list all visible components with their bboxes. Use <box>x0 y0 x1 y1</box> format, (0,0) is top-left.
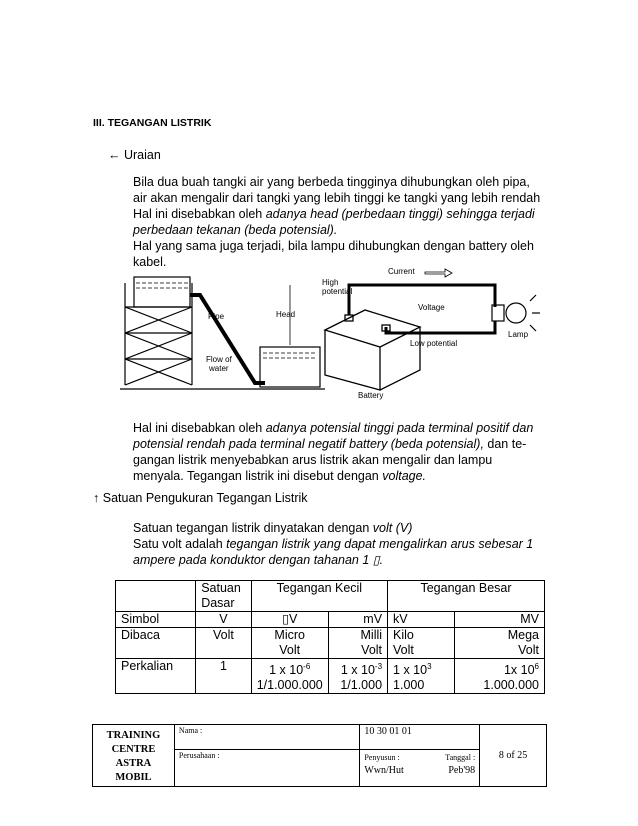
paragraph-units <box>133 520 544 568</box>
footer-code: 10 30 01 01 <box>360 725 480 750</box>
para3-line1: Satuan tegangan listrik dinyatakan dengan volt (V) <box>133 521 413 535</box>
cell-value: 1 <box>196 659 251 694</box>
para2-line3: gangan listrik menyebabkan arus listrik akan mengalir dan lampu <box>133 453 493 467</box>
para2-line2: potensial rendah pada terminal negatif battery (beda potensial), dan te- <box>133 437 527 451</box>
label-high-1: High <box>322 278 339 287</box>
table-row <box>116 612 545 628</box>
label-current: Current <box>388 267 415 276</box>
para3-line3: ampere pada konduktor dengan tahanan 1 ▯. <box>133 553 384 567</box>
tower-illustration <box>125 277 192 385</box>
footer-organization: TRAINING CENTRE ASTRA MOBIL <box>93 725 175 787</box>
cell-value: Mega Volt <box>455 628 545 659</box>
up-arrow-icon: ↑ <box>93 491 100 505</box>
header-tegangan-besar: Tegangan Besar <box>388 581 545 612</box>
cell-value: Volt <box>196 628 251 659</box>
para1-line4: perbedaan tekanan (beda potensial). <box>133 223 338 237</box>
section-title: III. TEGANGAN LISTRIK <box>93 117 212 129</box>
header-tegangan-kecil: Tegangan Kecil <box>251 581 387 612</box>
lamp-illustration <box>492 295 540 331</box>
para1-line5: Hal yang sama juga terjadi, bila lampu dihubungkan dengan battery oleh <box>133 239 534 253</box>
header-satuan-dasar: Satuan Dasar <box>196 581 251 612</box>
label-battery: Battery <box>358 391 384 400</box>
table-row <box>116 628 545 659</box>
battery-illustration <box>325 310 420 390</box>
label-low-potential: Low potential <box>410 339 458 348</box>
para1-line3: Hal ini disebabkan oleh adanya head (perbedaan tinggi) sehingga terjadi <box>133 207 535 221</box>
cell-value: kV <box>388 612 455 628</box>
current-arrow-icon <box>425 269 452 277</box>
para2-line1: Hal ini disebabkan oleh adanya potensial tinggi pada terminal positif dan <box>133 421 534 435</box>
voltage-units-table <box>115 580 545 694</box>
cell-label: Perkalian <box>116 659 196 694</box>
footer-page-number: 8 of 25 <box>480 725 547 787</box>
cell-label: Dibaca <box>116 628 196 659</box>
cell-value: 1 x $10^3$ 1.000 <box>388 659 455 694</box>
bullet-satuan-label: Satuan Pengukuran Tegangan Listrik <box>102 491 308 505</box>
cell-value: 1 x $10^{-3}$ 1/1.000 <box>328 659 387 694</box>
cell-value: 1x $10^6$ 1.000.000 <box>455 659 545 694</box>
label-high-2: potential <box>322 287 353 296</box>
label-flow-1: Flow of <box>206 355 232 364</box>
cell-value: MV <box>455 612 545 628</box>
cell-value: Micro Volt <box>251 628 328 659</box>
para1-line6: kabel. <box>133 255 167 269</box>
label-head: Head <box>276 310 296 319</box>
cell-value: ▯V <box>251 612 328 628</box>
footer-perusahaan: Perusahaan : <box>174 749 359 786</box>
para1-line2: air akan mengalir dari tangki yang lebih tinggi ke tangki yang lebih rendah <box>133 191 541 205</box>
table-row <box>116 659 545 694</box>
page-footer <box>92 724 547 787</box>
footer-author-date: Penyusun : Tanggal : Wwn/Hut Peb'98 <box>360 749 480 786</box>
label-lamp: Lamp <box>508 330 529 339</box>
label-voltage: Voltage <box>418 303 445 312</box>
cell-value: V <box>196 612 251 628</box>
label-flow-2: water <box>209 364 229 373</box>
footer-nama: Nama : <box>174 725 359 750</box>
para2-line4: menyala. Tegangan listrik ini disebut dengan voltage. <box>133 469 427 483</box>
left-arrow-icon: ← <box>108 148 121 162</box>
upper-water-lines <box>136 283 188 288</box>
para3-line2: Satu volt adalah tegangan listrik yang dapat mengalirkan arus sebesar 1 <box>133 537 534 551</box>
water-electric-analogy-figure <box>120 265 550 405</box>
bullet-satuan <box>93 491 308 505</box>
para1-line1: Bila dua buah tangki air yang berbeda tingginya dihubungkan oleh pipa, <box>133 175 530 189</box>
paragraph-explanation <box>133 420 544 484</box>
bullet-uraian <box>108 148 161 162</box>
bullet-uraian-label: Uraian <box>123 148 161 162</box>
cell-value: Kilo Volt <box>388 628 455 659</box>
label-pipe: Pipe <box>208 312 225 321</box>
table-row <box>116 581 545 612</box>
cell-value: Milli Volt <box>328 628 387 659</box>
cell-value: mV <box>328 612 387 628</box>
cell-value: 1 x $10^{-6}$ 1/1.000.000 <box>251 659 328 694</box>
paragraph-intro <box>133 174 544 270</box>
cell-label: Simbol <box>116 612 196 628</box>
